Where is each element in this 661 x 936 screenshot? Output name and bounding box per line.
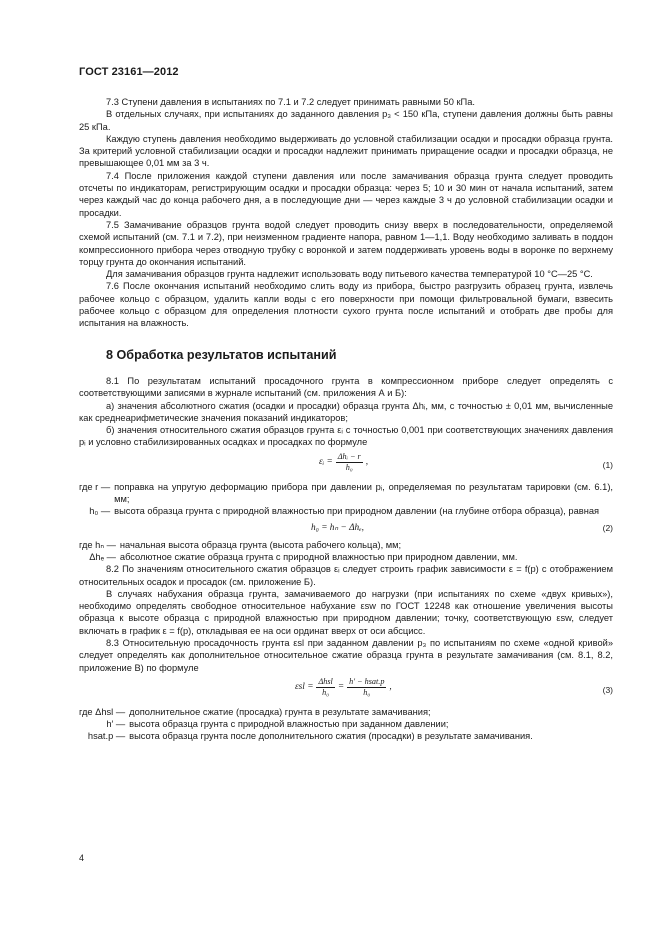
formula-3 [79,676,613,703]
definition-row [79,730,613,742]
formula-1-lhs: εᵢ = [319,457,333,468]
definitions-formula-2 [79,539,613,564]
standard-header: ГОСТ 23161—2012 [79,66,179,78]
formula-3-fraction-2 [347,677,386,698]
document-body [79,96,613,743]
definition-symbol: hsat.p — [87,731,126,742]
definition-text: абсолютное сжатие образца грунта с природной влажностью при природном давлении, мм. [119,551,518,562]
formula-1-tail: , [365,457,369,468]
paragraph-8-1: 8.1 По результатам испытаний просадочного грунта в компрессионном приборе следует определять с соответствующими записями в журнале испытаний (см. приложения А и Б): [79,375,613,399]
definition-text: начальная высота образца грунта (высота рабочего кольца), мм; [119,539,402,550]
formula-1 [79,451,613,478]
formula-1-numerator: Δhᵢ − r [337,451,361,461]
formula-3-lhs: εsl = [295,682,314,693]
definition-row [79,505,613,517]
paragraph-8-2-swelling: В случаях набухания образца грунта, замачиваемого до нагрузки (при испытаниях по схеме «двух кривых»), необходимо определять свободное относительное набухание εsw по ГОСТ 12248 как отношение увеличения высоты образца к высоте образца с природной влажностью при природном давлении; точку, соответствующую εsw, следует включать в график ε = f(p), откладывая ее на оси ординат вверх от оси абсцисс. [79,588,613,636]
formula-3-equals: = [337,682,345,693]
definitions-formula-1 [79,481,613,518]
paragraph-7-3: 7.3 Ступени давления в испытаниях по 7.1 и 7.2 следует принимать равными 50 кПа. [106,97,475,107]
paragraph-8-1-b: б) значения относительного сжатия образцов грунта εᵢ с точностью 0,001 при соответствующих значениях давления pᵢ и условно стабилизированных осадках и просадках по формуле [79,425,613,448]
section-8-title: 8 Обработка результатов испытаний [106,347,337,362]
definition-text: высота образца грунта с природной влажностью при природном давлении (на глубине отбора образца), равная [114,506,600,517]
formula-3-number: (3) [602,684,613,695]
definition-symbol: где hₙ — [79,539,116,550]
definition-row [79,706,613,718]
definition-row [79,718,613,730]
paragraph-7-3-criterion: Каждую ступень давления необходимо выдерживать до условной стабилизации осадки и просадки образца грунта. За критерий условной стабилизации осадки и просадки надлежит принимать приращение осадки и просадки образца, не превышающее 0,01 мм за 3 ч. [79,133,613,169]
formula-2-expression: h₀ = hₙ − Δhₑ, [311,522,364,533]
formula-1-number: (1) [602,459,613,470]
definition-symbol: где r — [79,481,111,492]
definition-row [79,481,613,506]
definition-text: высота образца грунта с природной влажностью при заданном давлении; [129,719,449,730]
definition-symbol: h′ — [106,719,126,730]
definition-symbol: где Δhsl — [79,706,126,717]
paragraph-8-1-a: а) значения абсолютного сжатия (осадки и просадки) образца грунта Δhᵢ, мм, с точностью ± 0,01 мм, вычисленные как среднеарифметические значения показаний индикаторов; [79,400,613,423]
formula-2 [79,520,613,535]
definition-row [79,551,613,563]
definition-row [79,539,613,551]
formula-1-denominator: h₀ [345,462,353,472]
page-number: 4 [79,853,85,863]
definition-text: поправка на упругую деформацию прибора при давлении pᵢ, определяемая по результатам тарировки (см. 6.1), мм; [114,481,613,505]
paragraph-7-3-note: В отдельных случаях, при испытаниях до заданного давления p₃ < 150 кПа, ступени давления должны быть равны 25 кПа. [79,109,613,132]
paragraph-7-5-water: Для замачивания образцов грунта надлежит использовать воду питьевого качества температурой 10 °С—25 °С. [106,269,593,280]
definition-symbol: h₀ — [89,506,111,517]
formula-3-denominator-1: h₀ [322,687,330,697]
paragraph-8-2: 8.2 По значениям относительного сжатия образцов εᵢ следует строить график зависимости ε = f(p) с отображением относительных осадок и просадок (см. приложение Б). [79,564,613,587]
definition-symbol: Δhₑ — [89,551,116,562]
formula-3-denominator-2: h₀ [363,687,371,697]
paragraph-7-4: 7.4 После приложения каждой ступени давления или после замачивания образца грунта следует проводить отсчеты по индикаторам, регистрирующим осадки и просадки образца: через 5; 10 и 30 мин от начала испытаний, затем через каждый час до конца рабочего дня, а в последующие дни — через каждые 3 ч до условной стабилизации осадки и просадки. [79,170,613,218]
formula-3-tail: , [389,682,392,693]
formula-3-numerator-2: h′ − hsat.p [349,676,385,686]
definitions-formula-3 [79,706,613,743]
definition-text: дополнительное сжатие (просадка) грунта в результате замачивания; [129,706,431,717]
formula-2-number: (2) [602,522,613,533]
definition-text: высота образца грунта после дополнительного сжатия (просадки) в результате замачивания. [129,731,533,742]
formula-3-fraction-1 [316,677,334,698]
paragraph-7-5: 7.5 Замачивание образцов грунта водой следует проводить снизу вверх в последовательности, определяемой схемой испытаний (см. 7.1 и 7.2), при неизменном градиенте напора, равном 1—1,1. Воду необходимо заливать в поддон компрессионного прибора через отводную трубку с воронкой и затем поддерживать уровень воды в воронке по верхнему торцу грунта до окончания испытаний. [79,219,613,267]
paragraph-7-6: 7.6 После окончания испытаний необходимо слить воду из прибора, быстро разгрузить образец грунта, извлечь рабочее кольцо с образцом, удалить капли воды с его поверхности при помощи фильтровальной бумаги, взвесить рабочее кольцо с образцом для определения плотности сухого грунта после испытаний и отобрать две пробы для испытания на влажность. [79,281,613,329]
formula-1-fraction [336,452,363,473]
paragraph-8-3: 8.3 Относительную просадочность грунта εsl при заданном давлении p₃ по испытаниям по схеме «одной кривой» следует определять как дополнительное относительное сжатие образца грунта в результате замачивания (см. 8.1, 8.2, приложение В) по формуле [79,637,613,673]
formula-3-numerator-1: Δhsl [318,676,333,686]
